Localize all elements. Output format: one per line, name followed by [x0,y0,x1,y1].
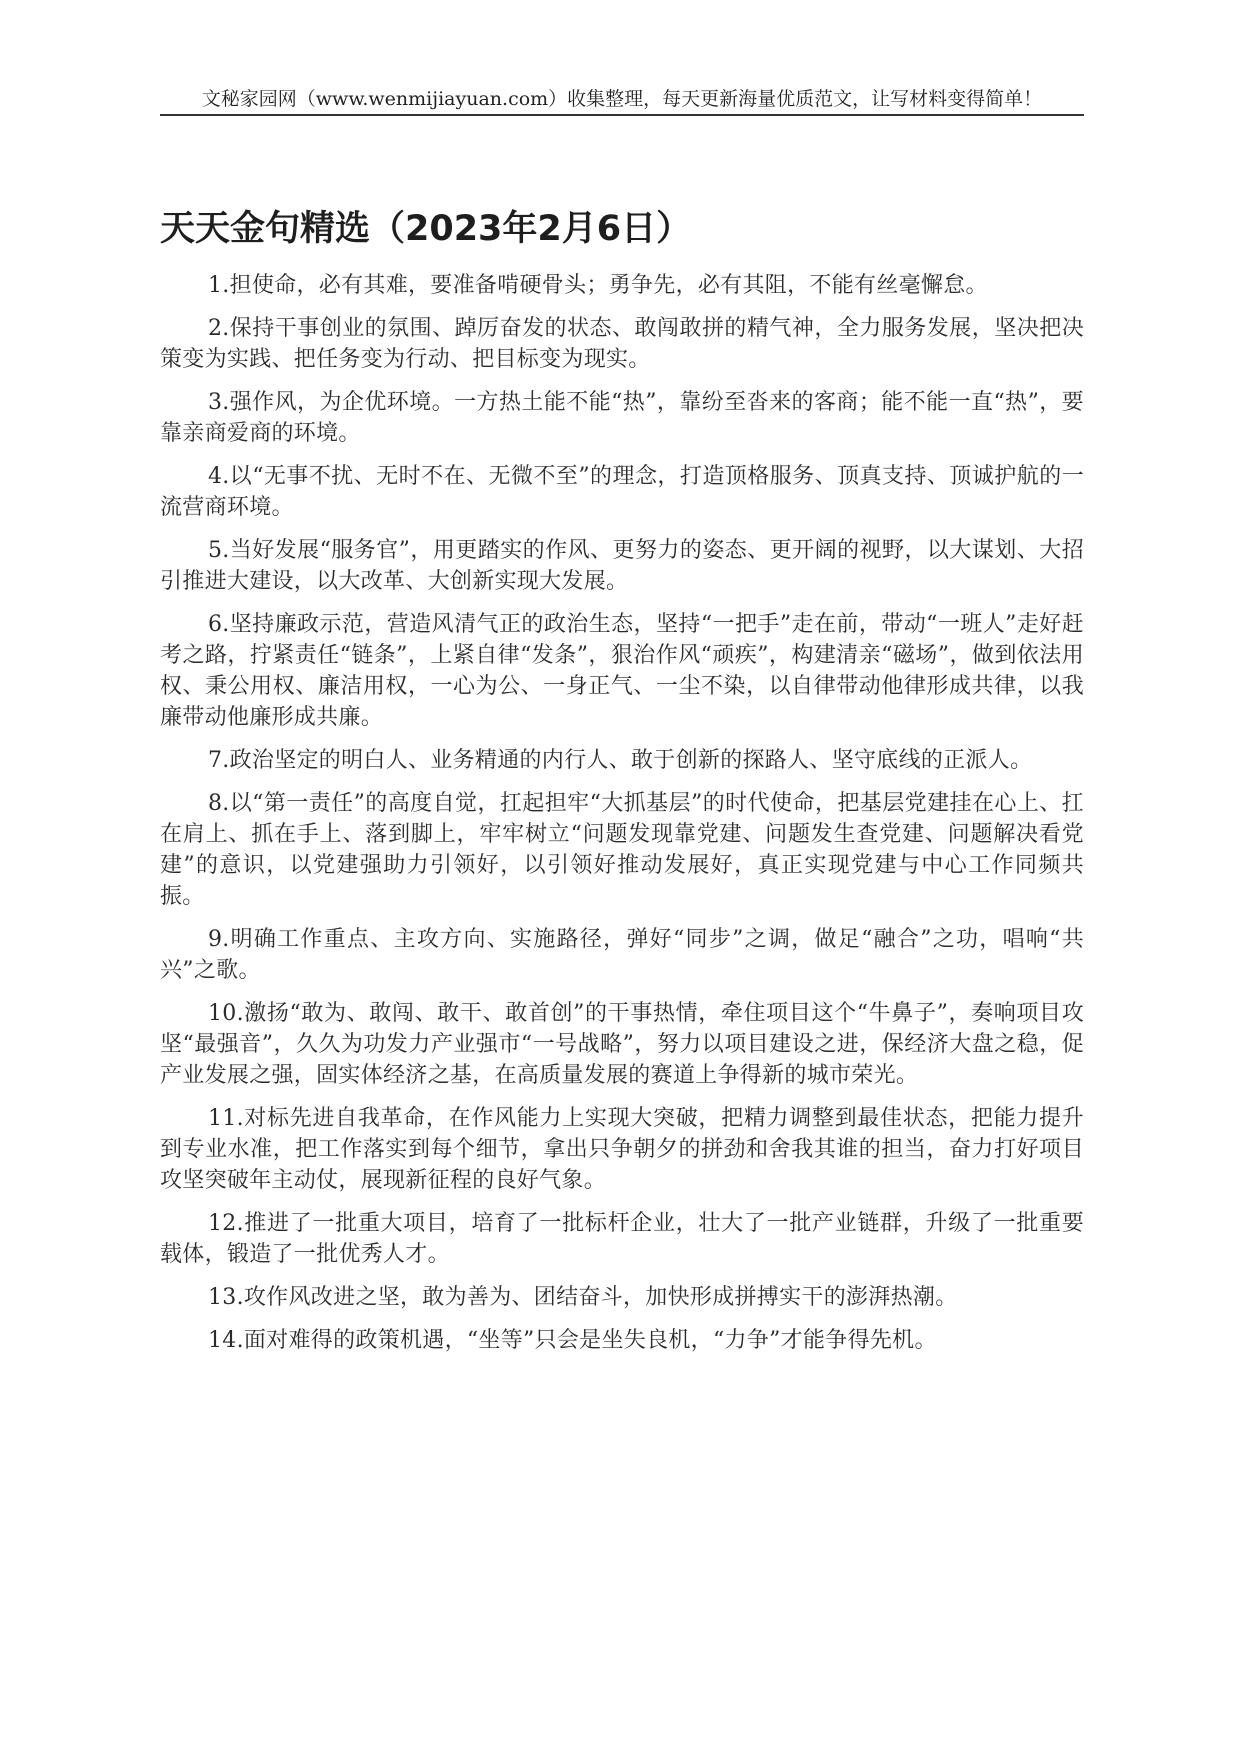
quote-item-7: 7.政治坚定的明白人、业务精通的内行人、敢于创新的探路人、坚守底线的正派人。 [208,748,1033,773]
quote-item-2: 2.保持干事创业的氛围、踔厉奋发的状态、敢闯敢拼的精气神，全力服务发展，坚决把决策变为实践、把任务变为行动、把目标变为现实。 [160,316,1084,372]
quote-item-11: 11.对标先进自我革命，在作风能力上实现大突破，把精力调整到最佳状态，把能力提升到专业水准，把工作落实到每个细节，拿出只争朝夕的拼劲和舍我其谁的担当，奋力打好项目攻坚突破年主动仗，展现新征程的良好气象。 [160,1106,1084,1193]
quote-item-10: 10.激扬“敢为、敢闯、敢干、敢首创”的干事热情，牵住项目这个“牛鼻子”，奏响项目攻坚“最强音”，久久为功发力产业强市“一号战略”，努力以项目建设之进，保经济大盘之稳，促产业发展之强，固实体经济之基，在高质量发展的赛道上争得新的城市荣光。 [160,1001,1084,1088]
quote-item-4: 4.以“无事不扰、无时不在、无微不至”的理念，打造顶格服务、顶真支持、顶诚护航的一流营商环境。 [160,464,1084,520]
quote-item-13: 13.攻作风改进之坚，敢为善为、团结奋斗，加快形成拼搏实干的澎湃热潮。 [208,1285,958,1310]
quote-item-9: 9.明确工作重点、主攻方向、实施路径，弹好“同步”之调，做足“融合”之功，唱响“共兴”之歌。 [160,927,1084,983]
quote-item-3: 3.强作风，为企优环境。一方热土能不能“热”，靠纷至沓来的客商；能不能一直“热”，要靠亲商爱商的环境。 [160,390,1084,446]
quote-item-14: 14.面对难得的政策机遇，“坐等”只会是坐失良机，“力争”才能争得先机。 [208,1328,937,1353]
quote-item-6: 6.坚持廉政示范，营造风清气正的政治生态，坚持“一把手”走在前，带动“一班人”走好赶考之路，拧紧责任“链条”，上紧自律“发条”，狠治作风“顽疾”，构建清亲“磁场”，做到依法用权、秉公用权、廉洁用权，一心为公、一身正气、一尘不染，以自律带动他律形成共律，以我廉带动他廉形成共廉。 [160,612,1084,730]
quote-item-1: 1.担使命，必有其难，要准备啃硬骨头；勇争先，必有其阻，不能有丝毫懈怠。 [208,273,988,298]
document-title: 天天金句精选（2023年2月6日） [160,209,692,249]
page-header [160,86,1084,116]
quote-list [160,270,1084,1368]
quote-item-8: 8.以“第一责任”的高度自觉，扛起担牢“大抓基层”的时代使命，把基层党建挂在心上、扛在肩上、抓在手上、落到脚上，牢牢树立“问题发现靠党建、问题发生查党建、问题解决看党建”的意识，以党建强助力引领好，以引领好推动发展好，真正实现党建与中心工作同频共振。 [160,791,1084,909]
header-text: 文秘家园网（www.wenmijiayuan.com）收集整理，每天更新海量优质范文，让写材料变得简单！ [201,88,1043,110]
quote-item-5: 5.当好发展“服务官”，用更踏实的作风、更努力的姿态、更开阔的视野，以大谋划、大招引推进大建设，以大改革、大创新实现大发展。 [160,538,1084,594]
quote-item-12: 12.推进了一批重大项目，培育了一批标杆企业，壮大了一批产业链群，升级了一批重要载体，锻造了一批优秀人才。 [160,1211,1084,1267]
